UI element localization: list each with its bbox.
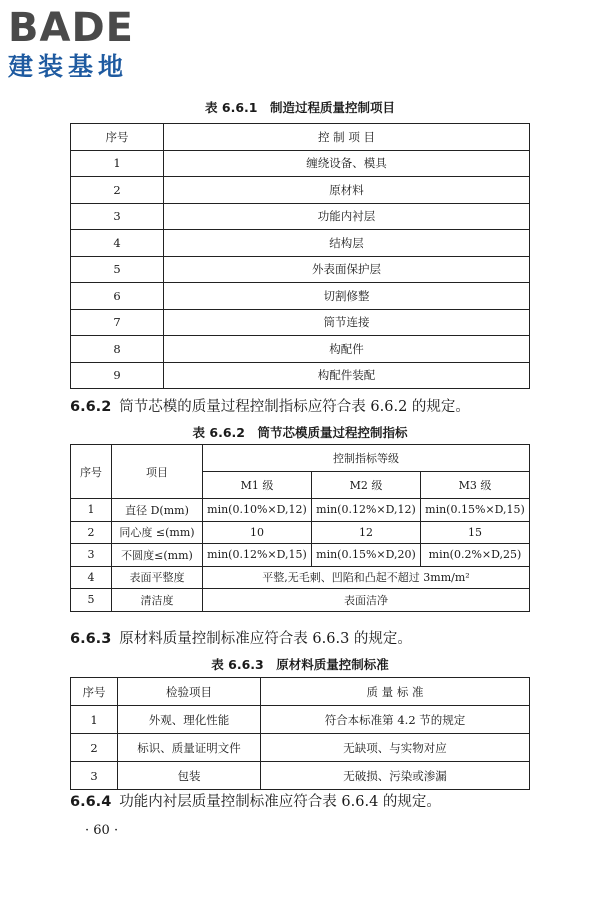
clause-6-6-2 — [70, 398, 470, 416]
cell: 6 — [71, 283, 164, 310]
table-row — [71, 589, 530, 612]
cell: min(0.2%×D,25) — [421, 544, 530, 567]
cell: 表面洁净 — [203, 589, 530, 612]
table-row — [71, 566, 530, 589]
cell: 外观、理化性能 — [118, 706, 261, 734]
cell: min(0.15%×D,20) — [312, 544, 421, 567]
table1-caption: 表 6.6.1 制造过程质量控制项目 — [205, 100, 395, 115]
cell: 2 — [71, 177, 164, 204]
cell: 4 — [71, 566, 112, 589]
cell: 无破损、污染或渗漏 — [261, 762, 530, 790]
cell: 包装 — [118, 762, 261, 790]
table2-header-seq: 序号 — [71, 445, 112, 499]
cell: 清洁度 — [112, 589, 203, 612]
logo-subtitle: 建装基地 — [8, 52, 129, 81]
cell: 功能内衬层 — [164, 203, 530, 230]
table2-header-row — [71, 445, 530, 472]
cell: 同心度 ≤(mm) — [112, 521, 203, 544]
table-row — [71, 706, 530, 734]
cell: 构配件 — [164, 336, 530, 363]
cell: min(0.15%×D,15) — [421, 499, 530, 522]
cell: 8 — [71, 336, 164, 363]
table-row — [71, 177, 530, 204]
clause-text: 筒节芯模的质量过程控制指标应符合表 6.6.2 的规定。 — [119, 399, 470, 415]
clause-text: 功能内衬层质量控制标准应符合表 6.6.4 的规定。 — [119, 794, 441, 810]
cell: 2 — [71, 521, 112, 544]
clause-number: 6.6.2 — [70, 399, 112, 415]
cell: 4 — [71, 230, 164, 257]
grade-m2: M2 级 — [312, 472, 421, 499]
cell: 直径 D(mm) — [112, 499, 203, 522]
cell: 构配件装配 — [164, 362, 530, 389]
table3-header-item: 检验项目 — [118, 678, 261, 706]
cell: 标识、质量证明文件 — [118, 734, 261, 762]
grade-m3: M3 级 — [421, 472, 530, 499]
table-row — [71, 336, 530, 363]
cell: 不圆度≤(mm) — [112, 544, 203, 567]
cell: 10 — [203, 521, 312, 544]
table1-header-row — [71, 124, 530, 151]
cell: 3 — [71, 544, 112, 567]
cell: 切割修整 — [164, 283, 530, 310]
clause-6-6-4 — [70, 793, 441, 811]
table1 — [70, 123, 530, 389]
cell: 15 — [421, 521, 530, 544]
table2-header-item: 项目 — [112, 445, 203, 499]
table1-header-item: 控 制 项 目 — [164, 124, 530, 151]
table-row — [71, 150, 530, 177]
table3 — [70, 677, 530, 790]
table-row — [71, 499, 530, 522]
clause-text: 原材料质量控制标准应符合表 6.6.3 的规定。 — [119, 631, 412, 647]
table-row — [71, 734, 530, 762]
table3-header-standard: 质 量 标 准 — [261, 678, 530, 706]
cell: 12 — [312, 521, 421, 544]
table-row — [71, 521, 530, 544]
cell: 筒节连接 — [164, 309, 530, 336]
cell: 1 — [71, 499, 112, 522]
cell: 3 — [71, 762, 118, 790]
clause-number: 6.6.4 — [70, 794, 112, 810]
cell: 平整,无毛刺、凹陷和凸起不超过 3mm/m² — [203, 566, 530, 589]
cell: 9 — [71, 362, 164, 389]
table2-header-group: 控制指标等级 — [203, 445, 530, 472]
cell: 2 — [71, 734, 118, 762]
cell: 3 — [71, 203, 164, 230]
table-row — [71, 256, 530, 283]
cell: 缠绕设备、模具 — [164, 150, 530, 177]
cell: 符合本标准第 4.2 节的规定 — [261, 706, 530, 734]
cell: 结构层 — [164, 230, 530, 257]
cell: 无缺项、与实物对应 — [261, 734, 530, 762]
cell: 7 — [71, 309, 164, 336]
logo — [8, 6, 134, 82]
table2-caption: 表 6.6.2 筒节芯模质量过程控制指标 — [192, 425, 408, 440]
table-row — [71, 203, 530, 230]
table1-header-seq: 序号 — [71, 124, 164, 151]
table3-caption: 表 6.6.3 原材料质量控制标准 — [211, 657, 389, 672]
table-row — [71, 283, 530, 310]
cell: 表面平整度 — [112, 566, 203, 589]
clause-number: 6.6.3 — [70, 631, 112, 647]
grade-m1: M1 级 — [203, 472, 312, 499]
table-row — [71, 230, 530, 257]
cell: 外表面保护层 — [164, 256, 530, 283]
table3-header-row — [71, 678, 530, 706]
table-row — [71, 309, 530, 336]
cell: min(0.12%×D,12) — [312, 499, 421, 522]
page-number: · 60 · — [85, 823, 119, 838]
table3-header-seq: 序号 — [71, 678, 118, 706]
cell: 5 — [71, 256, 164, 283]
cell: min(0.10%×D,12) — [203, 499, 312, 522]
table-row — [71, 762, 530, 790]
cell: 原材料 — [164, 177, 530, 204]
table-row — [71, 362, 530, 389]
cell: 5 — [71, 589, 112, 612]
cell: min(0.12%×D,15) — [203, 544, 312, 567]
clause-6-6-3 — [70, 630, 412, 648]
cell: 1 — [71, 706, 118, 734]
logo-mark: BADE — [8, 5, 134, 51]
table2 — [70, 444, 530, 612]
table-row — [71, 544, 530, 567]
cell: 1 — [71, 150, 164, 177]
